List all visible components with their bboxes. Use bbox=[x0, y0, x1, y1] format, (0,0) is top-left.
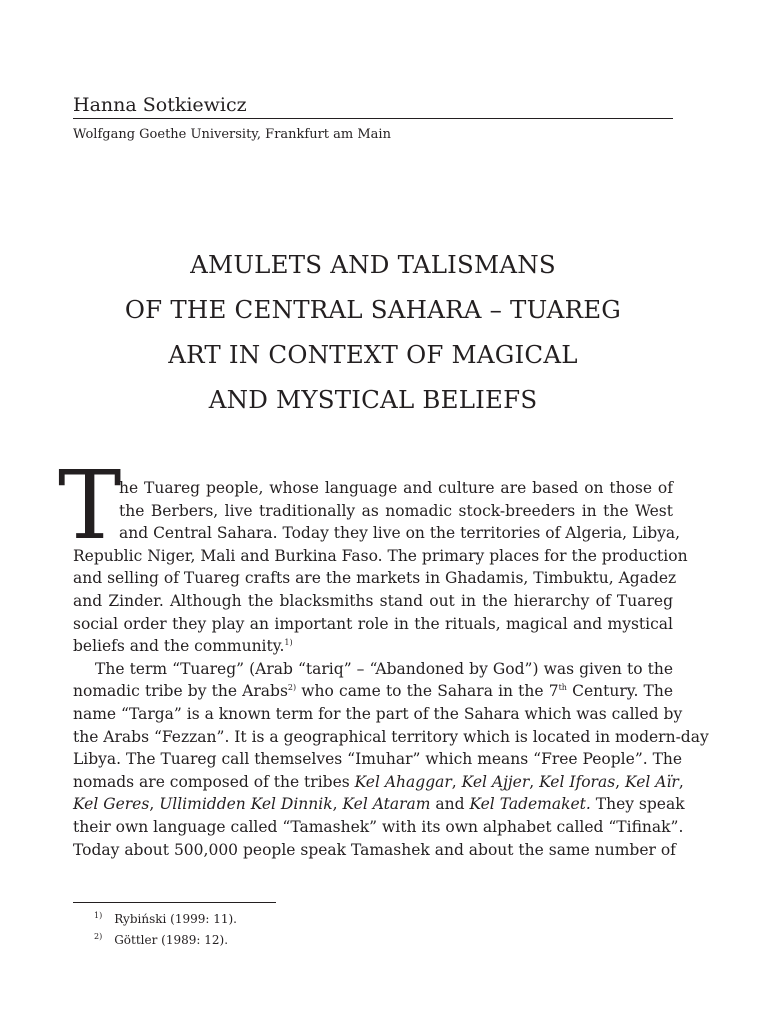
line-text: beliefs and the community. bbox=[73, 637, 285, 656]
paragraph-line bbox=[73, 771, 684, 794]
author-block bbox=[73, 92, 673, 144]
paragraph-line: name “Targa” is a known term for the part of the Sahara which was called by bbox=[73, 704, 683, 723]
paragraph-line: Today about 500,000 people speak Tamashek and about the same number of bbox=[73, 840, 676, 859]
separator: , bbox=[451, 772, 457, 791]
line-text: nomadic tribe by the Arabs bbox=[73, 682, 288, 701]
paragraph-line bbox=[73, 635, 673, 658]
line-text: They speak bbox=[590, 795, 685, 814]
tribe-name: Kel Geres bbox=[73, 795, 150, 814]
line-text: nomads are composed of the tribes bbox=[73, 772, 355, 791]
paragraph-line: and Zinder. Although the blacksmiths stand out in the hierarchy of Tuareg bbox=[73, 591, 673, 610]
tribe-name: Kel Ajjer bbox=[461, 772, 530, 791]
ordinal-suffix: th bbox=[558, 683, 567, 693]
tribe-name: Kel Ataram bbox=[342, 795, 431, 814]
footnote-ref[interactable]: 2) bbox=[287, 683, 297, 693]
body-text bbox=[58, 451, 709, 861]
footnote-mark: 2) bbox=[94, 932, 103, 941]
title-line: ART IN CONTEXT OF MAGICAL bbox=[168, 340, 578, 369]
paragraph-line bbox=[73, 680, 673, 703]
separator: , bbox=[678, 772, 684, 791]
footnote-divider bbox=[73, 902, 276, 903]
separator: , bbox=[332, 795, 338, 814]
author-name: Hanna Sotkiewicz bbox=[73, 92, 673, 119]
tribe-name: Ullimidden Kel Dinnik bbox=[159, 795, 333, 814]
paragraph-line: social order they play an important role in the rituals, magical and mystical bbox=[73, 614, 673, 633]
paragraph-line: Libya. The Tuareg call themselves “Imuhar” which means “Free People”. The bbox=[73, 750, 683, 769]
footnote-mark: 1) bbox=[94, 911, 103, 920]
tribe-name: Kel Ahaggar bbox=[354, 772, 452, 791]
paragraph-line: he Tuareg people, whose language and culture are based on those of bbox=[119, 479, 673, 497]
footnote-text: Rybiński (1999: 11). bbox=[114, 912, 237, 926]
separator: , bbox=[149, 795, 155, 814]
footnote-ref[interactable]: 1) bbox=[284, 638, 293, 648]
tribe-name: Kel Tademaket. bbox=[469, 795, 591, 814]
separator: , bbox=[615, 772, 621, 791]
author-affiliation: Wolfgang Goethe University, Frankfurt am Main bbox=[73, 127, 391, 142]
footnote-text: Göttler (1989: 12). bbox=[114, 933, 229, 947]
footnote bbox=[94, 909, 237, 930]
paragraph-line: their own language called “Tamashek” with its own alphabet called “Tifinak”. bbox=[73, 817, 684, 836]
footnote bbox=[94, 930, 237, 951]
title-line: OF THE CENTRAL SAHARA – TUAREG bbox=[124, 295, 622, 324]
paragraph-line: Republic Niger, Mali and Burkina Faso. The primary places for the production bbox=[73, 546, 688, 565]
line-text: Century. The bbox=[566, 682, 674, 701]
article-title bbox=[73, 242, 673, 422]
line-text: who came to the Sahara in the 7 bbox=[296, 682, 559, 701]
paragraph-line: and selling of Tuareg crafts are the markets in Ghadamis, Timbuktu, Agadez bbox=[73, 569, 677, 588]
tribe-name: Kel Iforas bbox=[539, 772, 616, 791]
paragraph-line: The term “Tuareg” (Arab “tariq” – “Abandoned by God”) was given to the bbox=[95, 659, 673, 678]
conjunction: and bbox=[430, 795, 470, 814]
tribe-name: Kel Aïr bbox=[625, 772, 679, 791]
footnotes bbox=[94, 909, 237, 951]
paragraph-line: and Central Sahara. Today they live on the territories of Algeria, Libya, bbox=[119, 524, 681, 543]
drop-cap: T bbox=[58, 451, 122, 561]
title-line: AND MYSTICAL BELIEFS bbox=[208, 385, 538, 414]
paragraph-line: the Arabs “Fezzan”. It is a geographical territory which is located in modern-day bbox=[73, 727, 709, 746]
paragraph-line: the Berbers, live traditionally as nomadic stock-breeders in the West bbox=[119, 501, 673, 520]
paragraph-line bbox=[73, 793, 685, 816]
separator: , bbox=[529, 772, 535, 791]
title-line: AMULETS AND TALISMANS bbox=[190, 250, 556, 279]
